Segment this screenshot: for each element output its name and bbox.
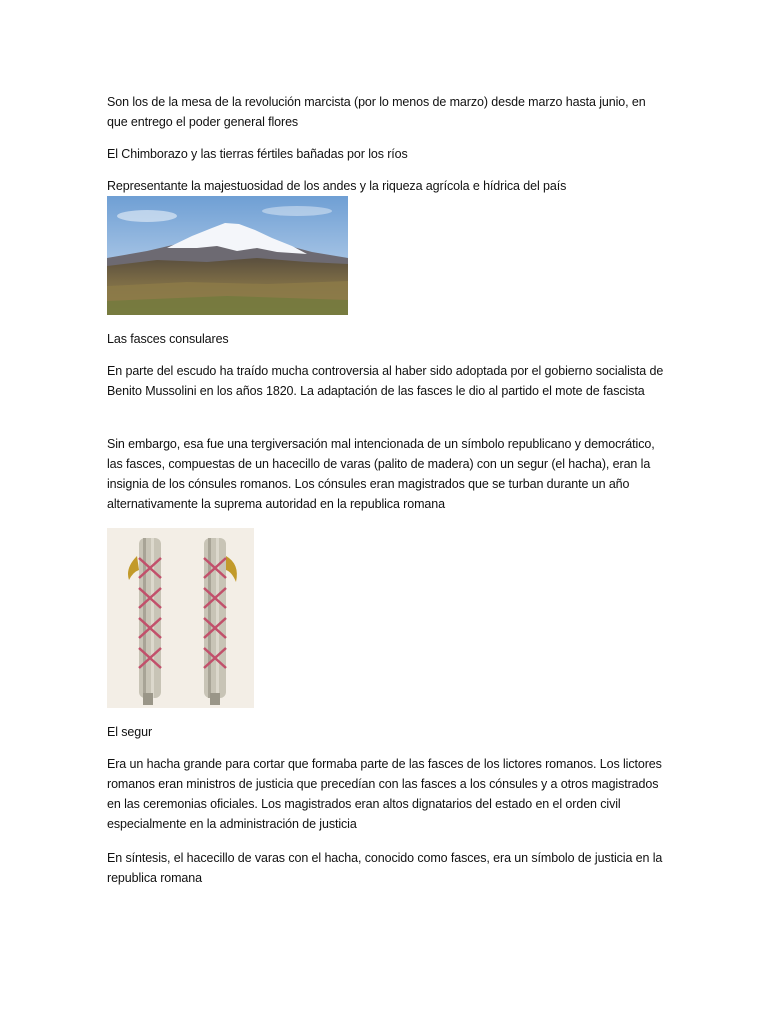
- heading-fasces-consulares: Las fasces consulares: [107, 332, 229, 346]
- paragraph-majestuosidad: Representante la majestuosidad de los andes y la riqueza agrícola e hídrica del país: [107, 179, 567, 193]
- paragraph-hacha-grande: Era un hacha grande para cortar que formaba parte de las fasces de los lictores romanos. Los lictores romanos eran ministros de justicia que precedían con las fasces a los cónsules y a otros magistrados en las ceremonias oficiales. Los magistrados eran altos dignatarios del estado en el orden civil especialmente en la administración de justicia: [107, 757, 662, 831]
- paragraph-chimborazo: El Chimborazo y las tierras fértiles bañadas por los ríos: [107, 147, 408, 161]
- paragraph-revolucion-marcista: Son los de la mesa de la revolución marcista (por lo menos de marzo) desde marzo hasta junio, en que entrego el poder general flores: [107, 95, 646, 129]
- paragraph-sintesis: En síntesis, el hacecillo de varas con el hacha, conocido como fasces, era un símbolo de justicia en la republica romana: [107, 851, 663, 885]
- fasces-image: [107, 528, 254, 708]
- paragraph-tergiversacion: Sin embargo, esa fue una tergiversación mal intencionada de un símbolo republicano y democrático, las fasces, compuestas de un hacecillo de varas (palito de madera) con un segur (el hacha), eran la insignia de los cónsules romanos. Los cónsules eran magistrados que se turban durante un año alternativamente la suprema autoridad en la republica romana: [107, 437, 655, 511]
- mountain-image: [107, 196, 348, 315]
- heading-el-segur: El segur: [107, 725, 153, 739]
- paragraph-controversia: En parte del escudo ha traído mucha controversia al haber sido adoptada por el gobierno socialista de Benito Mussolini en los años 1820. La adaptación de las fasces le dio al partido el mote de fascista: [107, 364, 664, 398]
